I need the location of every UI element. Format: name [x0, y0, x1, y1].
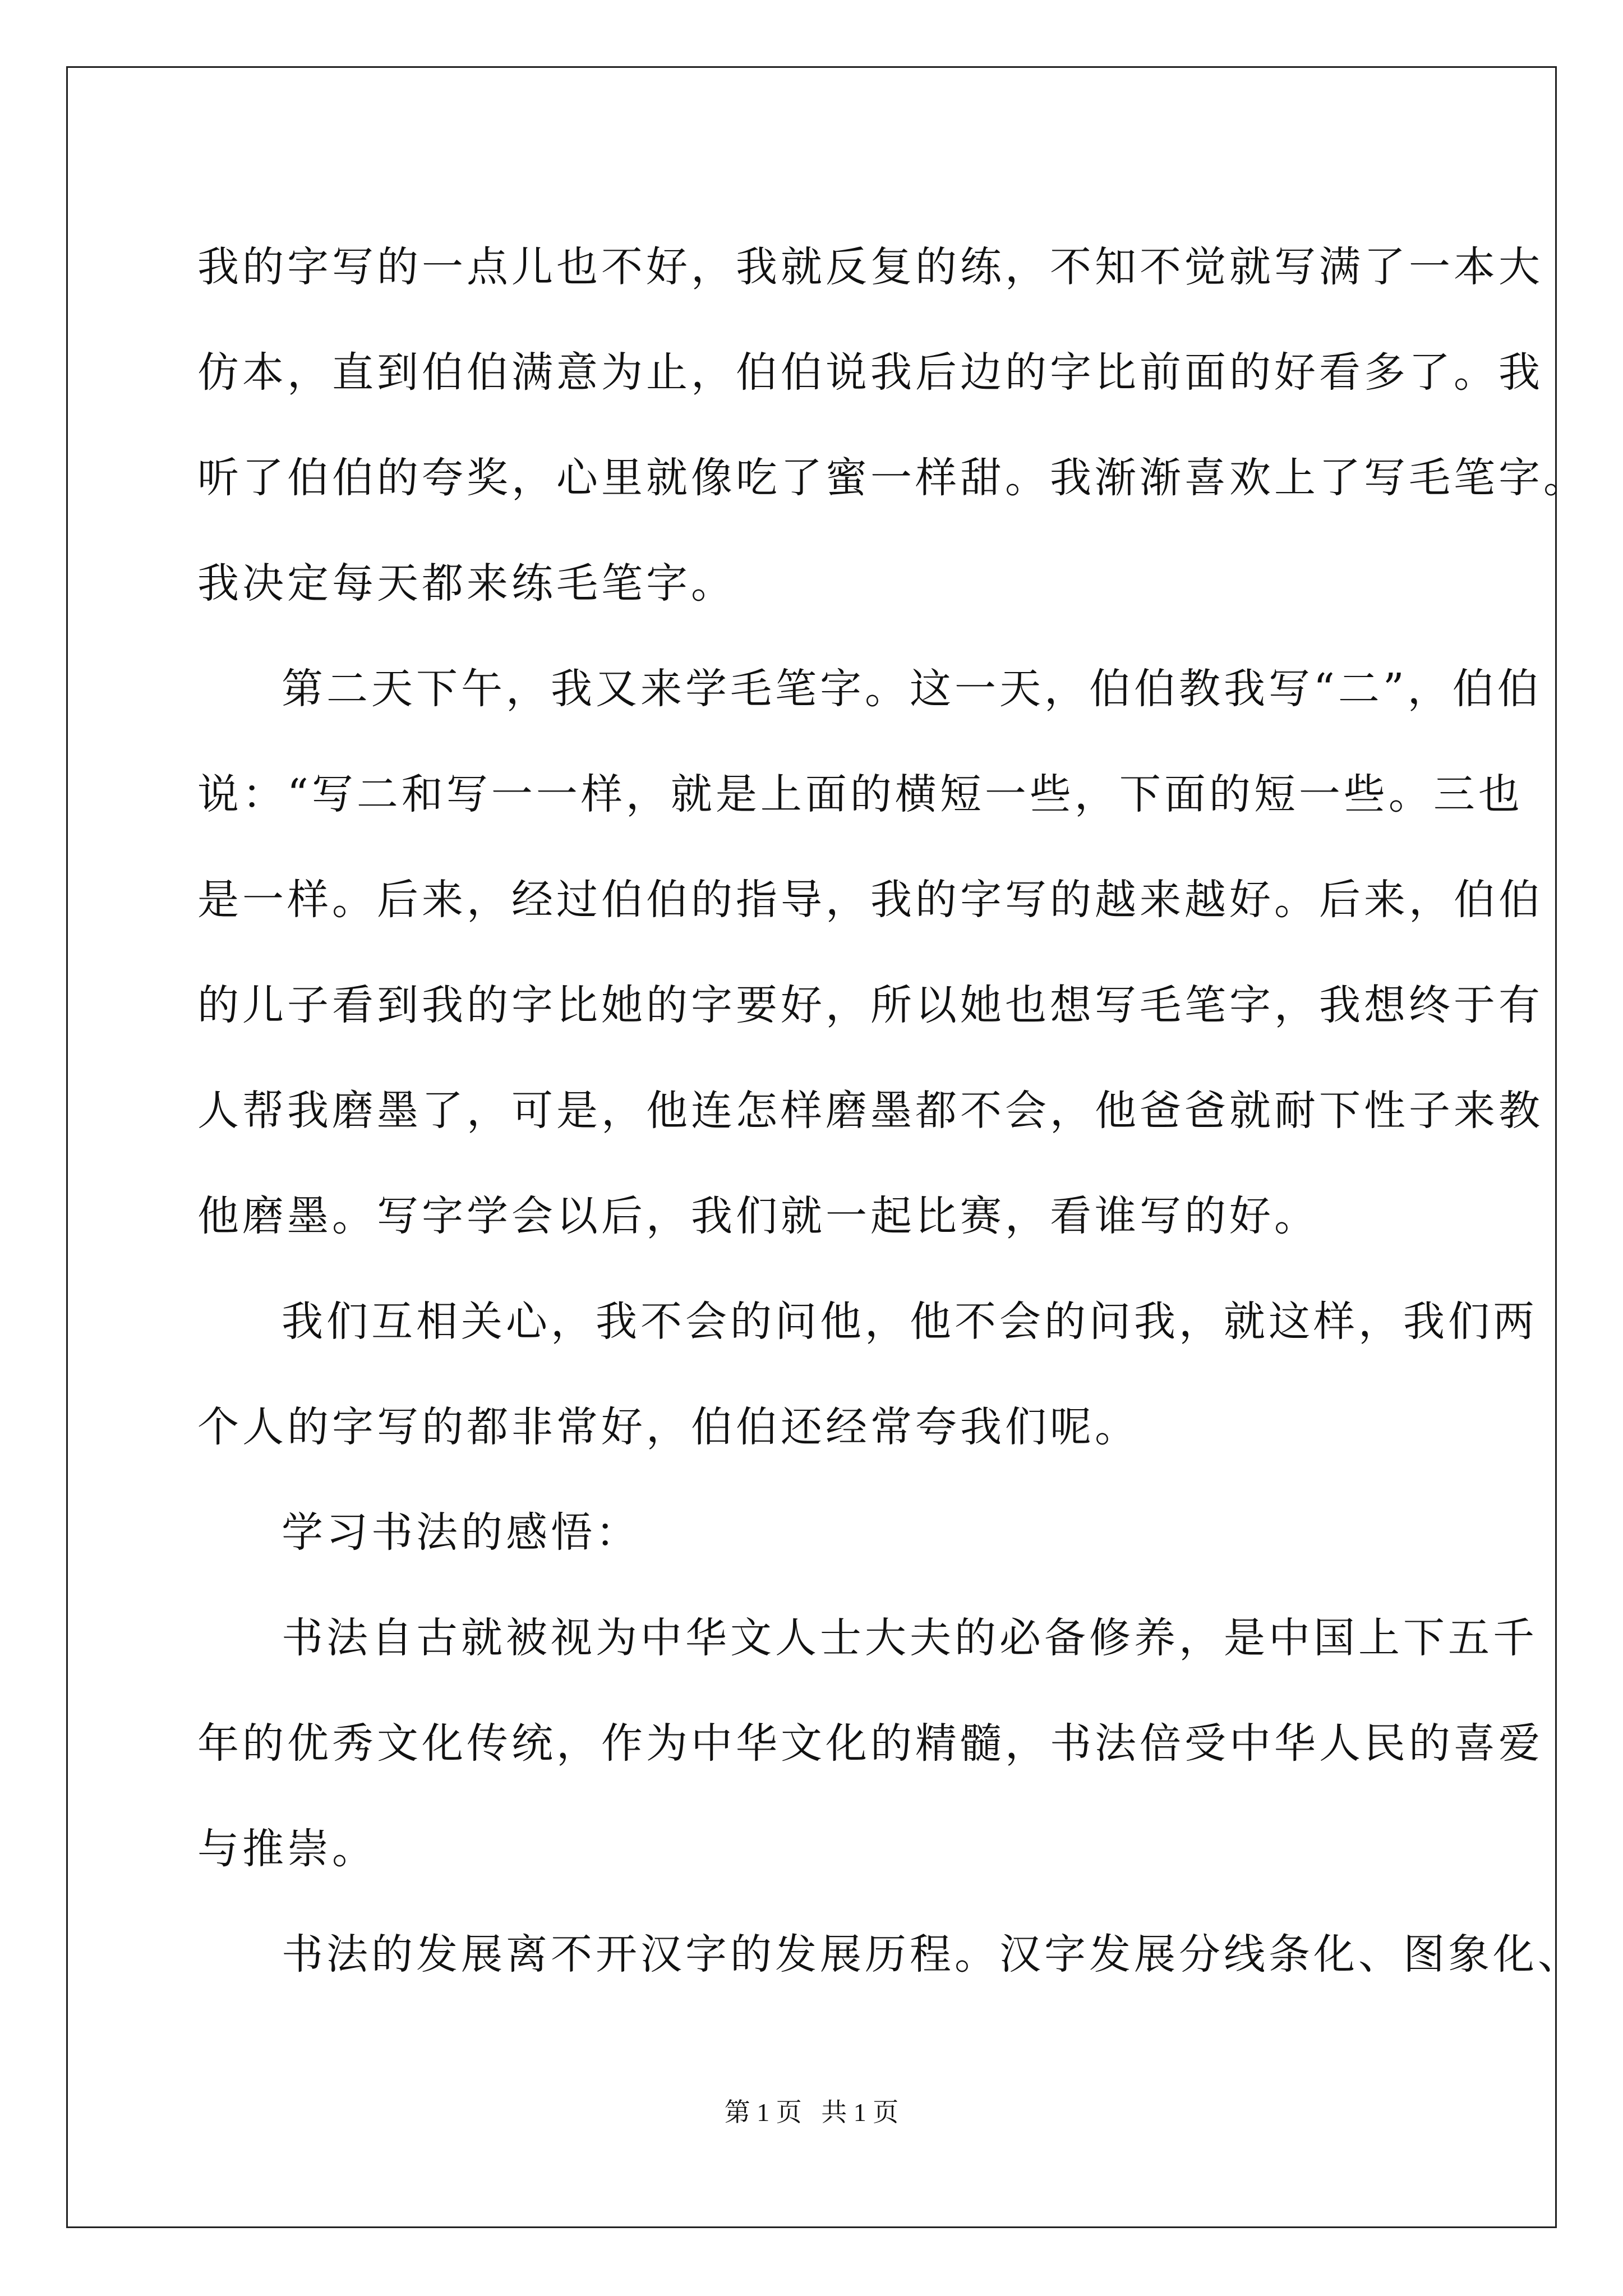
- text-line: 书法自古就被视为中华文人士大夫的必备修养，是中国上下五千: [282, 1614, 1538, 1662]
- page-number-footer: 第 1 页 共 1 页: [724, 2098, 899, 2127]
- text-line: 第二天下午，我又来学毛笔字。这一天，伯伯教我写“二”，伯伯: [282, 665, 1542, 713]
- text-line: 仿本，直到伯伯满意为止，伯伯说我后边的字比前面的好看多了。我: [197, 348, 1543, 397]
- text-line: 我决定每天都来练毛笔字。: [197, 559, 736, 608]
- text-line: 是一样。后来，经过伯伯的指导，我的字写的越来越好。后来，伯伯: [197, 876, 1543, 924]
- section-heading: 学习书法的感悟：: [282, 1508, 640, 1557]
- text-line: 听了伯伯的夸奖，心里就像吃了蜜一样甜。我渐渐喜欢上了写毛笔字。: [197, 454, 1588, 502]
- text-line: 说：“写二和写一一样，就是上面的横短一些，下面的短一些。三也: [197, 770, 1523, 818]
- text-line: 他磨墨。写字学会以后，我们就一起比赛，看谁写的好。: [197, 1192, 1319, 1240]
- text-line: 与推崇。: [197, 1825, 377, 1873]
- text-line: 书法的发展离不开汉字的发展历程。汉字发展分线条化、图象化、: [282, 1930, 1583, 1978]
- text-line: 我们互相关心，我不会的问他，他不会的问我，就这样，我们两: [282, 1297, 1538, 1346]
- text-line: 我的字写的一点儿也不好，我就反复的练，不知不觉就写满了一本大: [197, 243, 1543, 291]
- text-line: 的儿子看到我的字比她的字要好，所以她也想写毛笔字，我想终于有: [197, 981, 1543, 1029]
- text-line: 个人的字写的都非常好，伯伯还经常夸我们呢。: [197, 1403, 1140, 1451]
- text-line: 人帮我磨墨了，可是，他连怎样磨墨都不会，他爸爸就耐下性子来教: [197, 1087, 1543, 1135]
- text-line: 年的优秀文化传统，作为中华文化的精髓，书法倍受中华人民的喜爱: [197, 1719, 1543, 1768]
- document-body: [197, 214, 1588, 2007]
